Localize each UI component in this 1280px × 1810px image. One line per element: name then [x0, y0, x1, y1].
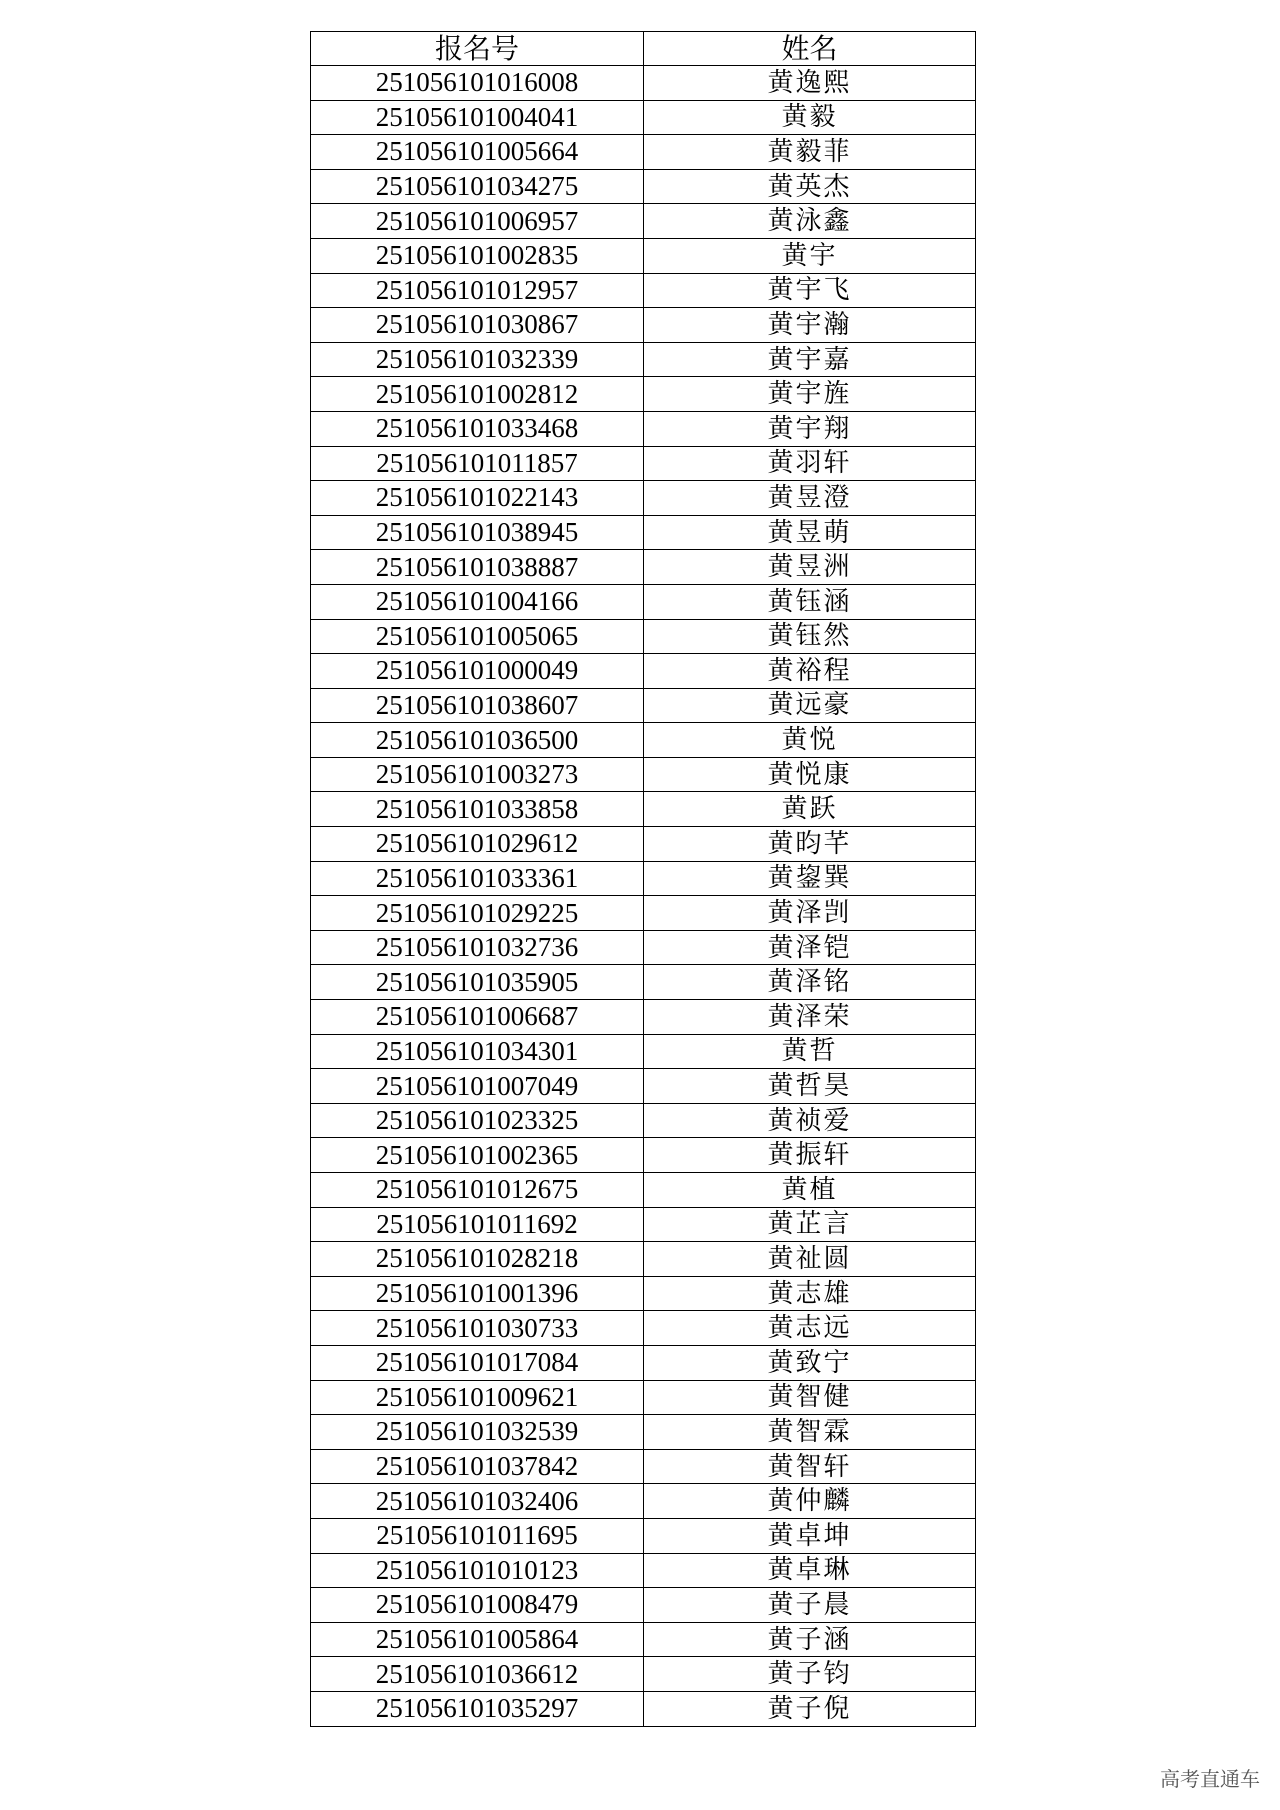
header-registration-no: 报名号: [311, 32, 644, 66]
registration-no-cell: 251056101004166: [311, 584, 644, 619]
name-cell: 黄逸熙: [644, 66, 976, 101]
table-row: [311, 1276, 976, 1311]
registration-no-cell: 251056101012957: [311, 273, 644, 308]
registration-no-cell: 251056101029225: [311, 896, 644, 931]
registration-no-cell: 251056101001396: [311, 1276, 644, 1311]
table-header: [311, 32, 976, 66]
table-row: [311, 100, 976, 135]
registration-no-cell: 251056101032406: [311, 1484, 644, 1519]
name-cell: 黄祯爱: [644, 1103, 976, 1138]
name-cell: 黄哲昊: [644, 1069, 976, 1104]
table-row: [311, 135, 976, 170]
table-row: [311, 723, 976, 758]
table-row: [311, 1657, 976, 1692]
table-row: [311, 1034, 976, 1069]
registration-no-cell: 251056101002812: [311, 377, 644, 412]
name-cell: 黄宇飞: [644, 273, 976, 308]
registration-no-cell: 251056101007049: [311, 1069, 644, 1104]
table-row: [311, 1138, 976, 1173]
registration-no-cell: 251056101011695: [311, 1518, 644, 1553]
table-row: [311, 377, 976, 412]
name-cell: 黄泽荣: [644, 1000, 976, 1035]
registration-no-cell: 251056101029612: [311, 827, 644, 862]
table-row: [311, 411, 976, 446]
table-row: [311, 1588, 976, 1623]
name-cell: 黄智健: [644, 1380, 976, 1415]
name-cell: 黄仲麟: [644, 1484, 976, 1519]
name-cell: 黄昱澄: [644, 481, 976, 516]
registration-no-cell: 251056101035297: [311, 1691, 644, 1726]
registration-no-cell: 251056101022143: [311, 481, 644, 516]
table-row: [311, 550, 976, 585]
registration-no-cell: 251056101032539: [311, 1415, 644, 1450]
table-row: [311, 515, 976, 550]
registration-no-cell: 251056101002835: [311, 238, 644, 273]
table-row: [311, 1415, 976, 1450]
table-row: [311, 896, 976, 931]
name-cell: 黄悦康: [644, 757, 976, 792]
table-row: [311, 204, 976, 239]
name-cell: 黄致宁: [644, 1345, 976, 1380]
name-cell: 黄植: [644, 1173, 976, 1208]
table-row: [311, 1242, 976, 1277]
name-cell: 黄振轩: [644, 1138, 976, 1173]
table-row: [311, 861, 976, 896]
table-row: [311, 1553, 976, 1588]
table-row: [311, 481, 976, 516]
name-cell: 黄子晨: [644, 1588, 976, 1623]
table-row: [311, 1000, 976, 1035]
name-cell: 黄裕程: [644, 654, 976, 689]
name-cell: 黄子钧: [644, 1657, 976, 1692]
registration-no-cell: 251056101005864: [311, 1622, 644, 1657]
registration-no-cell: 251056101011692: [311, 1207, 644, 1242]
name-cell: 黄哲: [644, 1034, 976, 1069]
table-row: [311, 1173, 976, 1208]
registration-no-cell: 251056101038887: [311, 550, 644, 585]
name-cell: 黄志远: [644, 1311, 976, 1346]
registration-no-cell: 251056101003273: [311, 757, 644, 792]
header-name: 姓名: [644, 32, 976, 66]
registration-no-cell: 251056101017084: [311, 1345, 644, 1380]
table-row: [311, 930, 976, 965]
table-row: [311, 584, 976, 619]
table-row: [311, 757, 976, 792]
registration-no-cell: 251056101034301: [311, 1034, 644, 1069]
name-cell: 黄鋆巽: [644, 861, 976, 896]
registration-no-cell: 251056101033361: [311, 861, 644, 896]
name-cell: 黄智轩: [644, 1449, 976, 1484]
name-cell: 黄祉圆: [644, 1242, 976, 1277]
name-cell: 黄钰涵: [644, 584, 976, 619]
registration-no-cell: 251056101034275: [311, 169, 644, 204]
table-row: [311, 619, 976, 654]
name-cell: 黄跃: [644, 792, 976, 827]
name-cell: 黄昱洲: [644, 550, 976, 585]
registration-no-cell: 251056101030733: [311, 1311, 644, 1346]
table-row: [311, 688, 976, 723]
name-cell: 黄子倪: [644, 1691, 976, 1726]
name-cell: 黄子涵: [644, 1622, 976, 1657]
name-cell: 黄毅: [644, 100, 976, 135]
registration-no-cell: 251056101038945: [311, 515, 644, 550]
table-row: [311, 1207, 976, 1242]
table-row: [311, 1103, 976, 1138]
table-row: [311, 342, 976, 377]
registration-no-cell: 251056101032736: [311, 930, 644, 965]
registration-no-cell: 251056101038607: [311, 688, 644, 723]
registration-no-cell: 251056101009621: [311, 1380, 644, 1415]
table-row: [311, 827, 976, 862]
table-row: [311, 1311, 976, 1346]
name-cell: 黄羽轩: [644, 446, 976, 481]
table-row: [311, 66, 976, 101]
registration-no-cell: 251056101030867: [311, 308, 644, 343]
registration-no-cell: 251056101008479: [311, 1588, 644, 1623]
name-cell: 黄钰然: [644, 619, 976, 654]
table-row: [311, 792, 976, 827]
table-row: [311, 308, 976, 343]
name-cell: 黄泳鑫: [644, 204, 976, 239]
name-cell: 黄志雄: [644, 1276, 976, 1311]
registration-no-cell: 251056101036500: [311, 723, 644, 758]
watermark-text: 高考直通车: [1160, 1767, 1260, 1791]
registration-no-cell: 251056101016008: [311, 66, 644, 101]
name-cell: 黄昱萌: [644, 515, 976, 550]
roster-table: [310, 31, 976, 1727]
registration-no-cell: 251056101037842: [311, 1449, 644, 1484]
name-cell: 黄毅菲: [644, 135, 976, 170]
table-row: [311, 1069, 976, 1104]
header-row: [311, 32, 976, 66]
registration-no-cell: 251056101005065: [311, 619, 644, 654]
registration-no-cell: 251056101032339: [311, 342, 644, 377]
table-row: [311, 1449, 976, 1484]
registration-no-cell: 251056101023325: [311, 1103, 644, 1138]
table-row: [311, 1345, 976, 1380]
name-cell: 黄英杰: [644, 169, 976, 204]
table-row: [311, 1622, 976, 1657]
table-row: [311, 1380, 976, 1415]
table-row: [311, 1691, 976, 1726]
name-cell: 黄宇: [644, 238, 976, 273]
registration-no-cell: 251056101006957: [311, 204, 644, 239]
name-cell: 黄昀芊: [644, 827, 976, 862]
name-cell: 黄宇翔: [644, 411, 976, 446]
registration-no-cell: 251056101033468: [311, 411, 644, 446]
table-row: [311, 654, 976, 689]
name-cell: 黄悦: [644, 723, 976, 758]
registration-no-cell: 251056101033858: [311, 792, 644, 827]
name-cell: 黄宇嘉: [644, 342, 976, 377]
name-cell: 黄宇瀚: [644, 308, 976, 343]
table-row: [311, 273, 976, 308]
name-cell: 黄宇旌: [644, 377, 976, 412]
table-body: [311, 66, 976, 1727]
table-row: [311, 446, 976, 481]
registration-no-cell: 251056101010123: [311, 1553, 644, 1588]
name-cell: 黄卓琳: [644, 1553, 976, 1588]
registration-no-cell: 251056101036612: [311, 1657, 644, 1692]
name-cell: 黄卓坤: [644, 1518, 976, 1553]
registration-no-cell: 251056101035905: [311, 965, 644, 1000]
table-row: [311, 965, 976, 1000]
name-cell: 黄智霖: [644, 1415, 976, 1450]
name-cell: 黄芷言: [644, 1207, 976, 1242]
registration-no-cell: 251056101005664: [311, 135, 644, 170]
name-cell: 黄远豪: [644, 688, 976, 723]
registration-no-cell: 251056101028218: [311, 1242, 644, 1277]
registration-no-cell: 251056101006687: [311, 1000, 644, 1035]
registration-no-cell: 251056101000049: [311, 654, 644, 689]
table-row: [311, 1484, 976, 1519]
name-cell: 黄泽铠: [644, 930, 976, 965]
registration-no-cell: 251056101004041: [311, 100, 644, 135]
name-cell: 黄泽铭: [644, 965, 976, 1000]
table-row: [311, 1518, 976, 1553]
registration-no-cell: 251056101012675: [311, 1173, 644, 1208]
table-row: [311, 169, 976, 204]
name-cell: 黄泽剀: [644, 896, 976, 931]
table-row: [311, 238, 976, 273]
registration-no-cell: 251056101002365: [311, 1138, 644, 1173]
registration-no-cell: 251056101011857: [311, 446, 644, 481]
